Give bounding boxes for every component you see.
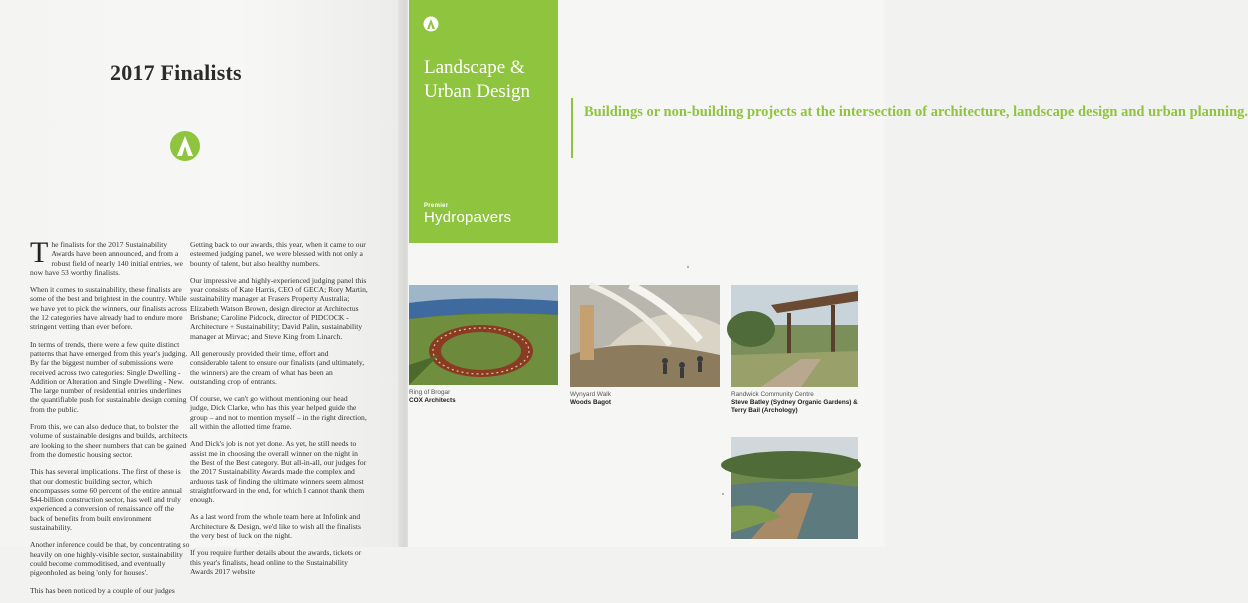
article-paragraph: This has been noticed by a couple of our judges bbox=[30, 585, 175, 595]
project-architect: COX Architects bbox=[409, 397, 456, 405]
project-name: Ring of Brogar bbox=[409, 389, 451, 396]
project-card bbox=[570, 285, 720, 407]
drop-cap: T bbox=[30, 236, 49, 269]
article-paragraph: When it comes to sustainability, these finalists are some of the best and brightest in the country. While we have yet to pick the winners, our finalists across the 12 categories have already had to endure more stringent vetting than ever before. bbox=[30, 285, 187, 332]
article-paragraph: All generously provided their time, effort and considerable talent to ensure our finalists (and ultimately, the winners) are the cream of what has been an outstanding crop of entrants. bbox=[190, 348, 365, 386]
category-panel bbox=[409, 0, 558, 243]
accent-rule bbox=[571, 98, 573, 158]
project-architect: Steve Batley (Sydney Organic Gardens) & Terry Bail (Archology) bbox=[731, 399, 858, 415]
scan-speck bbox=[687, 266, 689, 268]
article-column-2 bbox=[190, 240, 368, 584]
article-paragraph: In terms of trends, there were a few quite distinct patterns that have emerged from this year's judging. By far the biggest number of submissions were received across two categories: Single Dwelling - Addition or Alteration and Single Dwelling - New. The large number of residential entries underlines the quantifiable push for sustainable design coming from the public. bbox=[30, 339, 188, 414]
page-heading: 2017 Finalists bbox=[110, 60, 242, 85]
project-card bbox=[409, 285, 558, 405]
awards-logo-icon bbox=[169, 130, 201, 162]
project-card bbox=[731, 285, 858, 416]
article-paragraph: As a last word from the whole team here at Infolink and Architecture & Design, we'd like to wish all the finalists the very best of luck on the night. bbox=[190, 512, 361, 541]
sponsor-logo: Hydropavers bbox=[424, 209, 512, 226]
article-paragraph: From this, we can also deduce that, to bolster the volume of sustainable designs and builds, architects are looking to the sheer numbers that can be gained from the domestic housing sector. bbox=[30, 422, 188, 459]
article-paragraph: If you require further details about the awards, tickets or this year's finalists, head online to the Sustainability Awards 2017 website bbox=[190, 548, 362, 576]
article-paragraph-text: he finalists for the 2017 Sustainability Awards have been announced, and from a robust field of nearly 140 initial entries, we now have 53 worthy finalists. bbox=[30, 240, 183, 277]
article-paragraph: And Dick's job is not yet done. As yet, he still needs to assist me in choosing the overall winner on the night in the Best of the Best category. But all-in-all, our judges for the 2017 Sustainability Awards made the complex and arduous task of finding the ultimate winners seem almost straightforward in the end, for which I cannot thank them enough. bbox=[190, 439, 367, 505]
article-column-1 bbox=[30, 236, 190, 603]
category-title: Landscape & Urban Design bbox=[424, 57, 531, 102]
article-paragraph: Of course, we can't go without mentioning our head judge, Dick Clarke, who has this year helped guide the group – and not to mention myself – in the right direction, all within the allotted time frame. bbox=[190, 394, 367, 432]
project-photo-randwick-community-centre bbox=[731, 285, 858, 387]
article-paragraph: Another inference could be that, by concentrating so heavily on one highly-visible sector, sustainability could become commoditised, and eventually pigeonholed as being 'only for houses'. bbox=[30, 540, 190, 578]
article-paragraph: Getting back to our awards, this year, when it came to our esteemed judging panel, we were blessed with not only a bounty of talent, but also healthy numbers. bbox=[190, 240, 366, 268]
project-name: Randwick Community Centre bbox=[731, 391, 814, 398]
awards-logo-icon bbox=[423, 16, 439, 32]
sponsor-prefix: Premier bbox=[424, 203, 449, 209]
project-caption bbox=[570, 391, 720, 407]
project-name: Wynyard Walk bbox=[570, 391, 611, 398]
scan-speck bbox=[722, 493, 724, 495]
project-caption bbox=[731, 391, 858, 416]
article-paragraph: This has several implications. The first of these is that our domestic building sector, which encompasses some 60 percent of the entire annual $44-billion construction sector, has well and truly experienced a conversion of renaissance off the back of benefits from built environment sustainability. bbox=[30, 467, 183, 533]
project-caption bbox=[409, 389, 558, 405]
project-photo-ring-of-brogar bbox=[409, 285, 558, 385]
project-photo-wynyard-walk bbox=[570, 285, 720, 387]
article-paragraph bbox=[30, 236, 190, 277]
project-architect: Woods Bagot bbox=[570, 399, 612, 407]
article-paragraph: Our impressive and highly-experienced judging panel this year consists of Kate Harris, CEO of GECA; Rory Martin, sustainability manager at Frasers Property Australia; Elizabeth Watson Brown, design director at Architectus Brisbane; Caroline Pidcock, director of PIDCOCK - Architecture + Sustainability; David Palin, sustainability manager at Mirvac; and Steve King from Linarch. bbox=[190, 275, 368, 341]
project-photo-wetland-boardwalk bbox=[731, 437, 858, 539]
left-page bbox=[0, 0, 402, 595]
category-lede: Buildings or non-building projects at the intersection of architecture, landscape design and urban planning. bbox=[584, 104, 1248, 120]
